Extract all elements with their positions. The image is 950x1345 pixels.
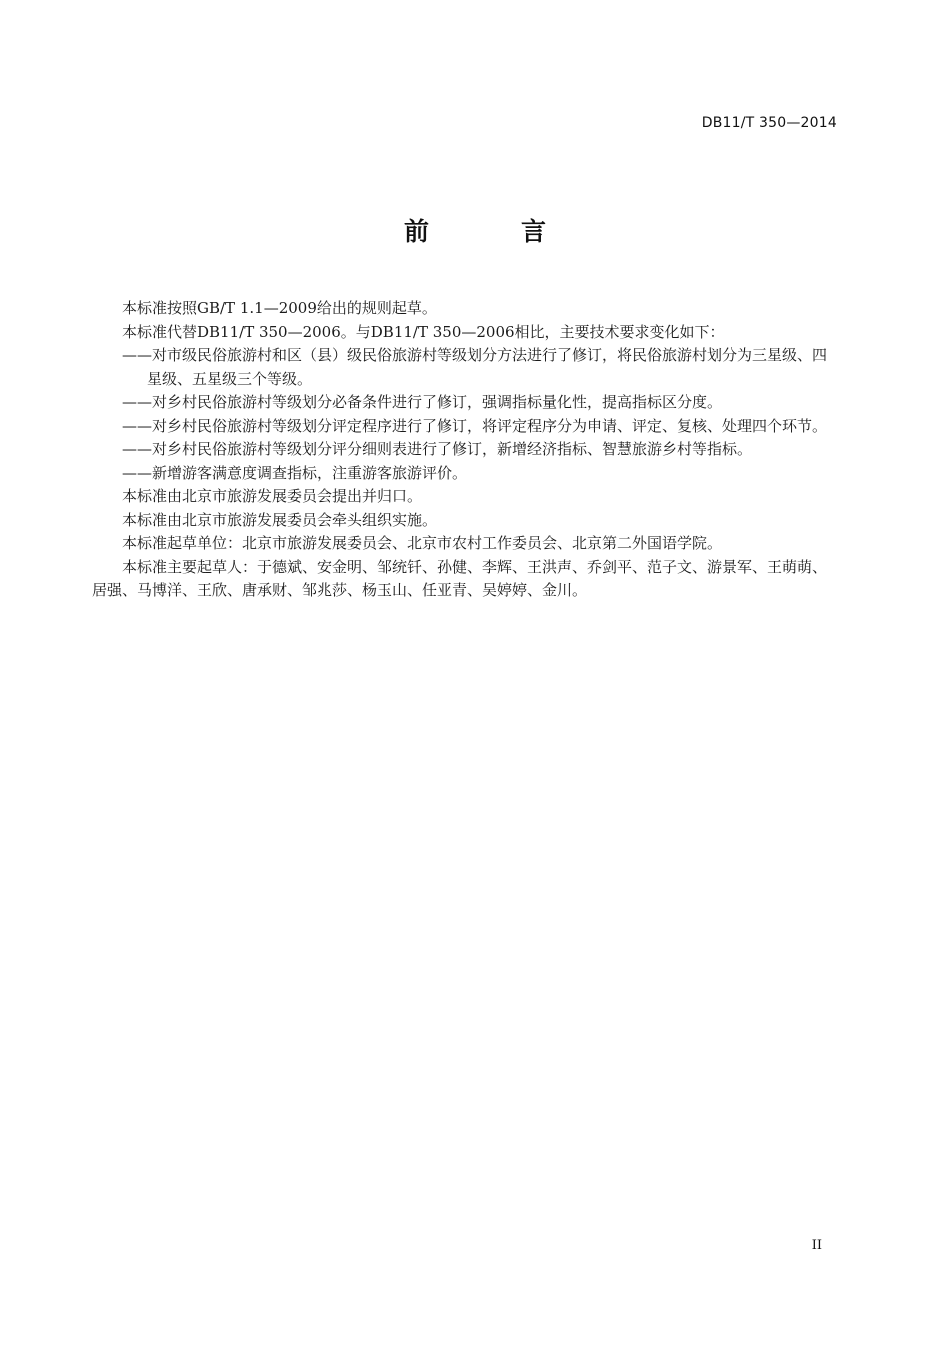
title-char-2: 言: [521, 217, 547, 246]
list-item: ——对乡村民俗旅游村等级划分必备条件进行了修订，强调指标量化性，提高指标区分度。: [122, 393, 723, 411]
list-item: ——对乡村民俗旅游村等级划分评分细则表进行了修订，新增经济指标、智慧旅游乡村等指标。: [122, 440, 753, 458]
page-number: II: [811, 1238, 822, 1253]
paragraph-drafting-units: 本标准起草单位：北京市旅游发展委员会、北京市农村工作委员会、北京第二外国语学院。: [122, 534, 723, 552]
foreword-body: [92, 297, 840, 603]
paragraph-proposer: 本标准由北京市旅游发展委员会提出并归口。: [122, 487, 423, 505]
paragraph-replacement: 本标准代替DB11/T 350—2006。与DB11/T 350—2006相比，主要技术要求变化如下：: [122, 322, 725, 341]
list-item: ——对乡村民俗旅游村等级划分评定程序进行了修订，将评定程序分为申请、评定、复核、处理四个环节。: [122, 416, 828, 435]
title-char-1: 前: [403, 217, 429, 246]
list-item: ——对市级民俗旅游村和区（县）级民俗旅游村等级划分方法进行了修订，将民俗旅游村划分为三星级、四星级、五星级三个等级。: [122, 346, 828, 388]
paragraph-drafters: 本标准主要起草人：于德斌、安金明、邹统钎、孙健、李辉、王洪声、乔剑平、范子文、游景军、王萌萌、居强、马博洋、王欣、唐承财、邹兆莎、杨玉山、任亚青、吴婷婷、金川。: [92, 557, 828, 599]
paragraph-organizer: 本标准由北京市旅游发展委员会牵头组织实施。: [122, 510, 438, 529]
paragraph-drafting-rules: 本标准按照GB/T 1.1—2009给出的规则起草。: [122, 299, 437, 317]
document-code: DB11/T 350—2014: [701, 115, 837, 131]
page-title: [0, 212, 950, 248]
list-item: ——新增游客满意度调查指标，注重游客旅游评价。: [122, 463, 468, 482]
